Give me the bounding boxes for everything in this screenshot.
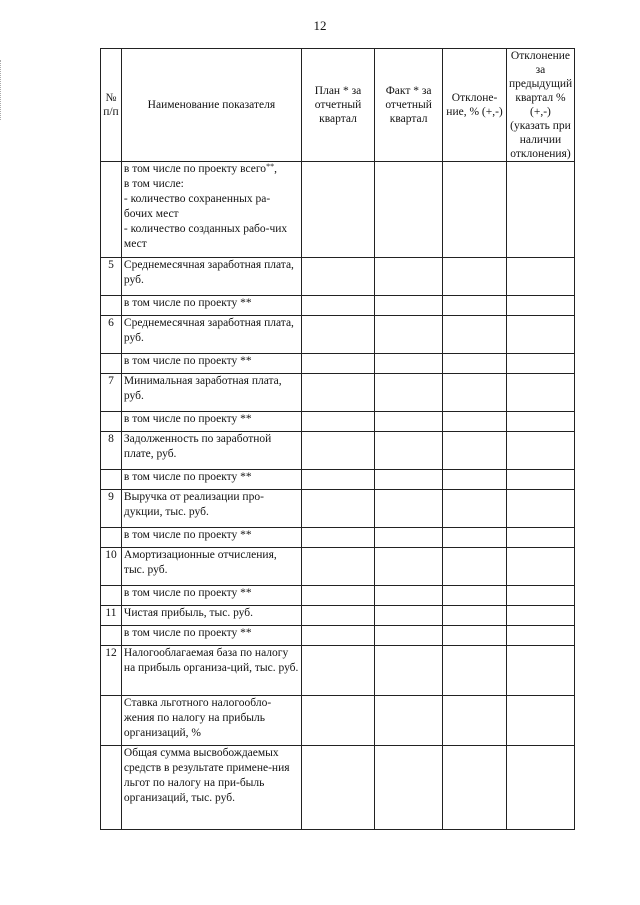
- row-number: 7: [101, 374, 122, 412]
- fact-cell: [375, 586, 443, 606]
- indicator-name: в том числе по проекту **: [121, 528, 301, 548]
- indicator-name-cont: , в том числе: - количество сохраненных ра-бочих мест - количество созданных рабо-чих мест: [123, 163, 288, 250]
- indicator-name: Среднемесячная заработная плата, руб.: [121, 316, 301, 354]
- plan-cell: [301, 548, 374, 586]
- deviation-cell: [443, 626, 507, 646]
- header-prev-deviation: Отклонение за предыдущий квартал % (+,-) (указать при наличии отклонения): [506, 49, 574, 162]
- fact-cell: [375, 316, 443, 354]
- table-row: [101, 606, 575, 626]
- deviation-cell: [443, 432, 507, 470]
- fact-cell: [375, 374, 443, 412]
- prev-deviation-cell: [506, 162, 574, 258]
- table-row: [101, 258, 575, 296]
- fact-cell: [375, 696, 443, 746]
- row-number: 5: [101, 258, 122, 296]
- table-row: [101, 412, 575, 432]
- indicator-name: Среднемесячная заработная плата, руб.: [121, 258, 301, 296]
- indicator-name: в том числе по проекту **: [121, 586, 301, 606]
- deviation-cell: [443, 586, 507, 606]
- deviation-cell: [443, 258, 507, 296]
- deviation-cell: [443, 528, 507, 548]
- prev-deviation-cell: [506, 470, 574, 490]
- table-row: [101, 696, 575, 746]
- table-row: [101, 646, 575, 696]
- fact-cell: [375, 548, 443, 586]
- table-row: [101, 354, 575, 374]
- table-row: [101, 470, 575, 490]
- table-header-row: [101, 49, 575, 162]
- deviation-cell: [443, 412, 507, 432]
- prev-deviation-cell: [506, 548, 574, 586]
- footnote-mark: **: [266, 162, 275, 171]
- table-row: [101, 626, 575, 646]
- row-number: 6: [101, 316, 122, 354]
- indicator-name: [121, 162, 301, 258]
- row-number: 10: [101, 548, 122, 586]
- table-row: [101, 316, 575, 354]
- prev-deviation-cell: [506, 296, 574, 316]
- deviation-cell: [443, 316, 507, 354]
- prev-deviation-cell: [506, 626, 574, 646]
- deviation-cell: [443, 746, 507, 830]
- fact-cell: [375, 490, 443, 528]
- row-number: [101, 696, 122, 746]
- indicator-name: в том числе по проекту **: [121, 626, 301, 646]
- prev-deviation-cell: [506, 646, 574, 696]
- deviation-cell: [443, 470, 507, 490]
- prev-deviation-cell: [506, 374, 574, 412]
- table-row: [101, 746, 575, 830]
- fact-cell: [375, 646, 443, 696]
- fact-cell: [375, 296, 443, 316]
- prev-deviation-cell: [506, 258, 574, 296]
- indicator-name: в том числе по проекту **: [121, 296, 301, 316]
- plan-cell: [301, 606, 374, 626]
- plan-cell: [301, 696, 374, 746]
- fact-cell: [375, 528, 443, 548]
- plan-cell: [301, 490, 374, 528]
- fact-cell: [375, 354, 443, 374]
- row-number: [101, 354, 122, 374]
- indicator-name: Выручка от реализации про-дукции, тыс. руб.: [121, 490, 301, 528]
- header-num: № п/п: [101, 49, 122, 162]
- row-number: 12: [101, 646, 122, 696]
- indicator-name: Минимальная заработная плата, руб.: [121, 374, 301, 412]
- row-number: [101, 470, 122, 490]
- plan-cell: [301, 746, 374, 830]
- header-fact: Факт * за отчетный квартал: [375, 49, 443, 162]
- deviation-cell: [443, 490, 507, 528]
- deviation-cell: [443, 606, 507, 626]
- table-row: [101, 374, 575, 412]
- row-number: [101, 746, 122, 830]
- deviation-cell: [443, 296, 507, 316]
- prev-deviation-cell: [506, 316, 574, 354]
- plan-cell: [301, 316, 374, 354]
- table-row: [101, 162, 575, 258]
- header-name: Наименование показателя: [121, 49, 301, 162]
- plan-cell: [301, 296, 374, 316]
- row-number: [101, 412, 122, 432]
- row-number: [101, 162, 122, 258]
- indicator-name: Задолженность по заработной плате, руб.: [121, 432, 301, 470]
- indicator-name: в том числе по проекту **: [121, 412, 301, 432]
- indicator-name: Ставка льготного налогообло-жения по налогу на прибыль организаций, %: [121, 696, 301, 746]
- fact-cell: [375, 432, 443, 470]
- page-number: 12: [313, 18, 327, 33]
- prev-deviation-cell: [506, 696, 574, 746]
- plan-cell: [301, 258, 374, 296]
- table-row: [101, 490, 575, 528]
- fact-cell: [375, 746, 443, 830]
- indicator-name: Чистая прибыль, тыс. руб.: [121, 606, 301, 626]
- prev-deviation-cell: [506, 606, 574, 626]
- row-number: 11: [101, 606, 122, 626]
- row-number: [101, 296, 122, 316]
- report-table: [100, 48, 575, 830]
- plan-cell: [301, 432, 374, 470]
- row-number: [101, 528, 122, 548]
- prev-deviation-cell: [506, 586, 574, 606]
- fact-cell: [375, 412, 443, 432]
- prev-deviation-cell: [506, 490, 574, 528]
- fact-cell: [375, 470, 443, 490]
- plan-cell: [301, 586, 374, 606]
- header-plan: План * за отчетный квартал: [301, 49, 374, 162]
- fact-cell: [375, 258, 443, 296]
- indicator-name: Амортизационные отчисления, тыс. руб.: [121, 548, 301, 586]
- row-number: 8: [101, 432, 122, 470]
- deviation-cell: [443, 646, 507, 696]
- table-row: [101, 528, 575, 548]
- plan-cell: [301, 354, 374, 374]
- row-number: [101, 586, 122, 606]
- deviation-cell: [443, 696, 507, 746]
- table-row: [101, 296, 575, 316]
- plan-cell: [301, 528, 374, 548]
- table-row: [101, 548, 575, 586]
- scan-margin-mark: [0, 60, 3, 120]
- row-number: 9: [101, 490, 122, 528]
- deviation-cell: [443, 162, 507, 258]
- prev-deviation-cell: [506, 746, 574, 830]
- deviation-cell: [443, 354, 507, 374]
- fact-cell: [375, 606, 443, 626]
- prev-deviation-cell: [506, 354, 574, 374]
- plan-cell: [301, 646, 374, 696]
- prev-deviation-cell: [506, 528, 574, 548]
- table-row: [101, 586, 575, 606]
- indicator-name: в том числе по проекту **: [121, 354, 301, 374]
- row-number: [101, 626, 122, 646]
- header-deviation: Отклоне-ние, % (+,-): [443, 49, 507, 162]
- plan-cell: [301, 162, 374, 258]
- deviation-cell: [443, 374, 507, 412]
- plan-cell: [301, 374, 374, 412]
- prev-deviation-cell: [506, 412, 574, 432]
- plan-cell: [301, 626, 374, 646]
- table-row: [101, 432, 575, 470]
- indicator-name: Налогооблагаемая база по налогу на прибыль организа-ций, тыс. руб.: [121, 646, 301, 696]
- indicator-name-text: в том числе по проекту всего: [123, 163, 267, 175]
- fact-cell: [375, 162, 443, 258]
- prev-deviation-cell: [506, 432, 574, 470]
- plan-cell: [301, 412, 374, 432]
- indicator-name: Общая сумма высвобождаемых средств в результате примене-ния льгот по налогу на при-быль организаций, тыс. руб.: [121, 746, 301, 830]
- indicator-name: в том числе по проекту **: [121, 470, 301, 490]
- deviation-cell: [443, 548, 507, 586]
- plan-cell: [301, 470, 374, 490]
- fact-cell: [375, 626, 443, 646]
